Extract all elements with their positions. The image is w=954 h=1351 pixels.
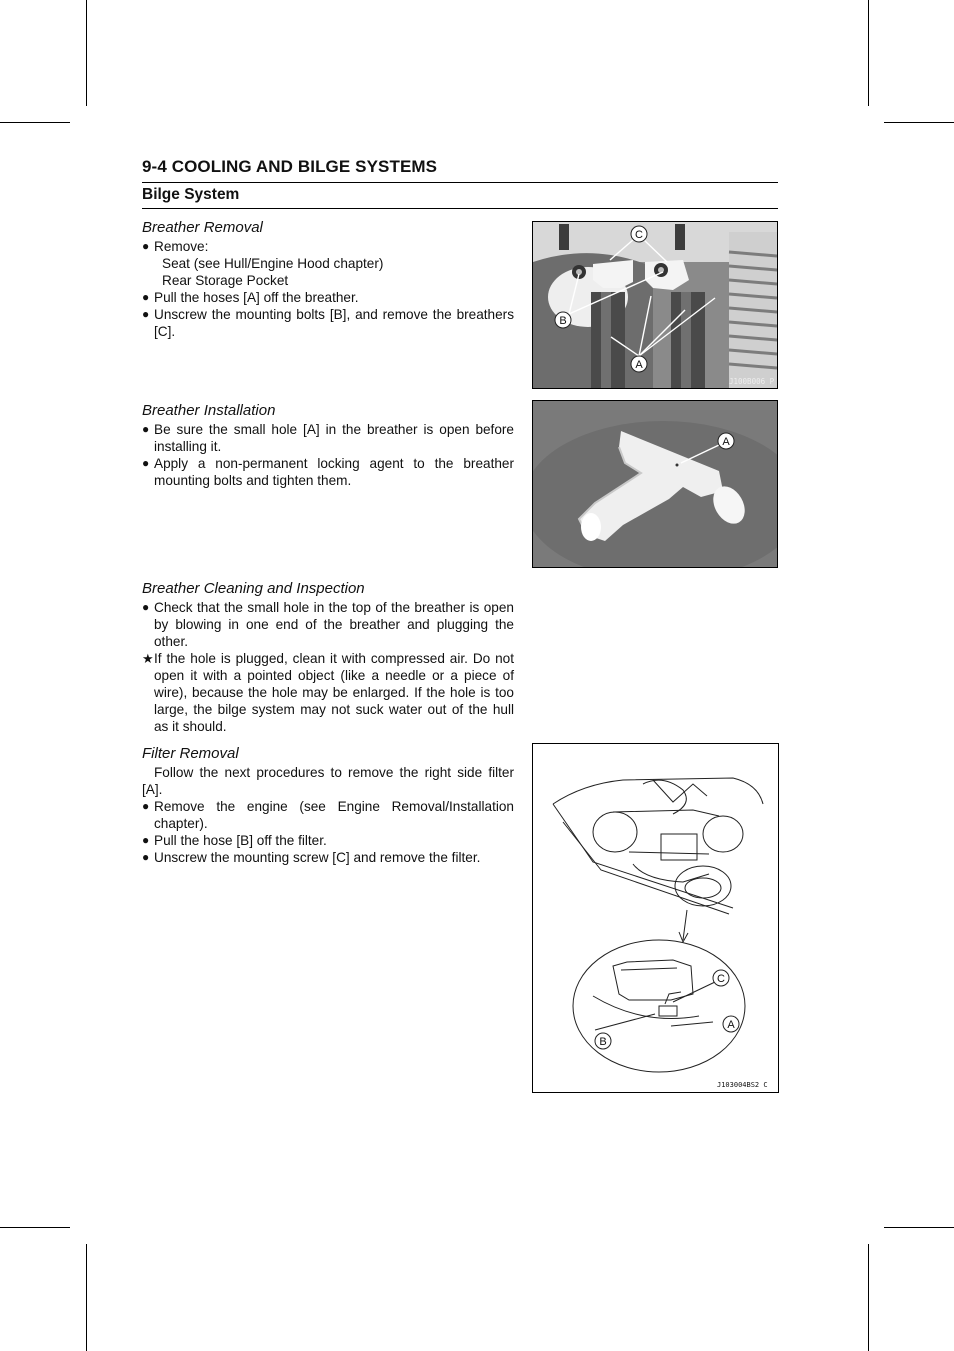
page-title: 9-4 COOLING AND BILGE SYSTEMS bbox=[142, 157, 778, 183]
list-item: ● Remove the engine (see Engine Removal/Installation chapter). bbox=[142, 799, 514, 831]
figure-code: J103004BS2 C bbox=[717, 1081, 768, 1089]
crop-mark bbox=[86, 0, 87, 106]
bullet-icon: ● bbox=[142, 850, 150, 864]
breather-part-photo bbox=[532, 400, 778, 568]
bullet-icon: ● bbox=[142, 422, 150, 436]
figure-code: J100B006 P bbox=[729, 377, 775, 386]
star-icon: ★ bbox=[142, 651, 154, 666]
callout-c: C bbox=[635, 229, 643, 241]
list-item: ● Apply a non-permanent locking agent to the breather mounting bolts and tighten them. bbox=[142, 456, 514, 488]
bullet-icon: ● bbox=[142, 290, 150, 304]
list-item: ● Unscrew the mounting screw [C] and remove the filter. bbox=[142, 850, 481, 865]
bullet-icon: ● bbox=[142, 239, 150, 253]
breather-removal-heading: Breather Removal bbox=[142, 219, 263, 236]
remove-subitem: Seat (see Hull/Engine Hood chapter) bbox=[162, 256, 384, 271]
breather-cleaning-heading: Breather Cleaning and Inspection bbox=[142, 580, 365, 597]
callout-b: B bbox=[599, 1036, 607, 1048]
list-item: ● Unscrew the mounting bolts [B], and remove the breathers [C]. bbox=[142, 307, 514, 339]
remove-subitem: Rear Storage Pocket bbox=[162, 273, 289, 288]
bullet-icon: ● bbox=[142, 600, 150, 614]
crop-mark bbox=[868, 0, 869, 106]
filter-removal-heading: Filter Removal bbox=[142, 745, 239, 762]
crop-mark bbox=[884, 122, 954, 123]
filter-removal-section bbox=[142, 745, 514, 866]
list-item: ● Be sure the small hole [A] in the breather is open before installing it. bbox=[142, 422, 514, 454]
breather-removal-section bbox=[142, 219, 514, 340]
filter-removal-intro: Follow the next procedures to remove the right side filter [A]. bbox=[142, 765, 514, 797]
callout-a: A bbox=[722, 436, 730, 448]
callout-b: B bbox=[559, 315, 567, 327]
breather-installation-heading: Breather Installation bbox=[142, 402, 276, 419]
list-item: ● Remove: bbox=[142, 239, 209, 254]
list-item: ● Pull the hoses [A] off the breather. bbox=[142, 290, 359, 305]
bullet-icon: ● bbox=[142, 833, 150, 847]
breather-removal-photo bbox=[532, 221, 778, 389]
crop-mark bbox=[86, 1244, 87, 1351]
callout-a: A bbox=[727, 1019, 735, 1031]
callout-c: C bbox=[717, 973, 725, 985]
list-item: ● Check that the small hole in the top of the breather is open by blowing in one end of the breather and plugging the other. bbox=[142, 600, 514, 649]
crop-mark bbox=[868, 1244, 869, 1351]
breather-installation-section bbox=[142, 402, 514, 489]
callout-a: A bbox=[635, 359, 643, 371]
breather-cleaning-section bbox=[142, 580, 514, 735]
crop-mark bbox=[0, 1227, 70, 1228]
list-item: ● Pull the hose [B] off the filter. bbox=[142, 833, 327, 848]
bullet-icon: ● bbox=[142, 456, 150, 470]
bullet-icon: ● bbox=[142, 799, 150, 813]
filter-removal-diagram bbox=[532, 743, 779, 1093]
bullet-icon: ● bbox=[142, 307, 150, 321]
section-title: Bilge System bbox=[142, 186, 778, 209]
note-item: ★ If the hole is plugged, clean it with compressed air. Do not open it with a pointed object (like a needle or a piece of wire), because the hole may be enlarged. If the hole is too large, the bilge system may not suck water out of the hull as it should. bbox=[142, 651, 514, 734]
crop-mark bbox=[0, 122, 70, 123]
crop-mark bbox=[884, 1227, 954, 1228]
